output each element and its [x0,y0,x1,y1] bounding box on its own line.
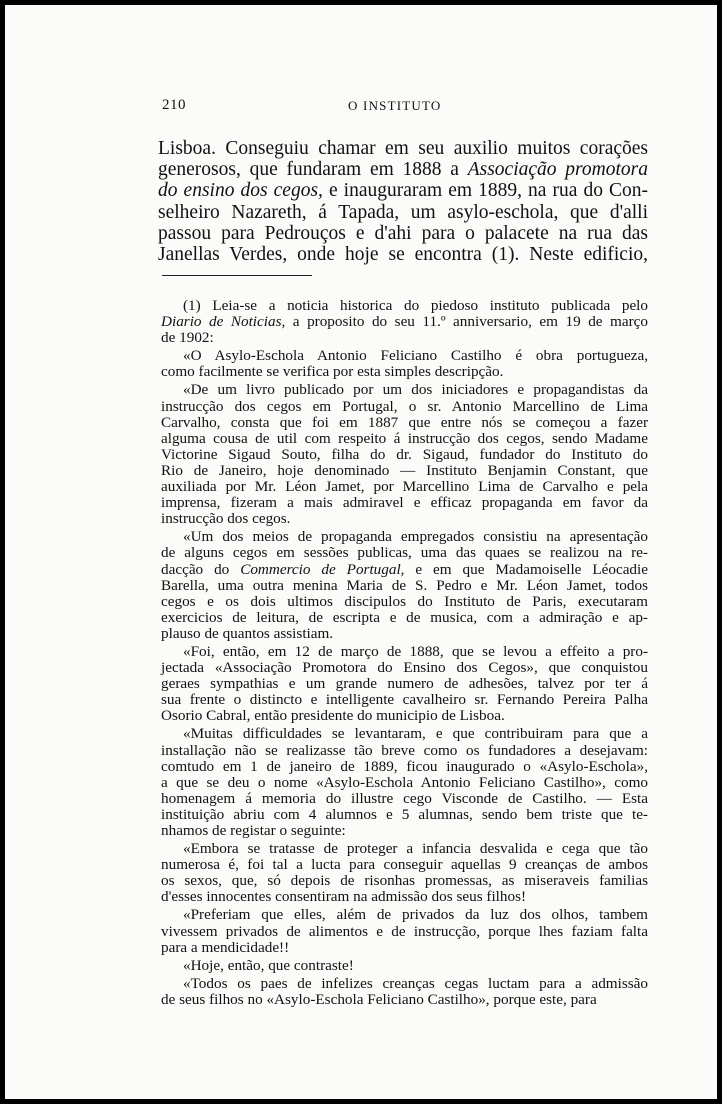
footnote-paragraph [161,907,648,955]
footnote-line: instituição abriu com 4 alumnos e 5 alumnas, sendo bem triste que te- [161,805,648,823]
footnote-paragraph [161,841,648,905]
footnote-line: «Todos os paes de infelizes creanças cegas luctam para a admissão [183,974,648,992]
running-title: O INSTITUTO [348,98,442,113]
document-page [5,5,717,1099]
main-text-line: Lisboa. Conseguiu chamar em seu auxilio muitos corações [158,138,648,159]
footnote-line: jectada «Associação Promotora do Ensino dos Cegos», que conquistou [161,659,648,677]
footnote-line: Diario de Noticias, a proposito do seu 11.º anniversario, em 19 de março [161,313,649,331]
page-header [158,97,648,117]
footnote-line: instrucção dos cegos em Portugal, o sr. Antonio Marcellino de Lima [161,397,648,415]
footnote-line: instrucção dos cegos. [161,510,291,528]
footnote-line: Rio de Janeiro, hoje denominado — Instituto Benjamin Constant, que [161,461,648,479]
footnote-paragraph [161,976,648,1008]
main-text-line: selheiro Nazareth, á Tapada, um asylo-eschola, que d'alli [158,201,648,223]
footnote-paragraph [161,529,648,642]
footnote-line: a que se deu o nome «Asylo-Eschola Antonio Feliciano Castilho», como [161,773,648,791]
footnote-block [161,298,648,1010]
footnote-line: «Muitas difficuldades se levantaram, e que contribuiram para que a [183,725,648,743]
main-text [158,138,648,265]
footnote-line: «Embora se tratasse de proteger a infancia desvalida e cega que tão [183,840,648,858]
main-text-line: Janellas Verdes, onde hoje se encontra (1). Neste edificio, [158,244,648,266]
footnote-line: «Preferiam que elles, além de privados da luz dos olhos, tambem [183,906,648,924]
footnote-line: numerosa é, foi tal a lucta para conseguir aquellas 9 creanças de ambos [161,856,648,874]
footnote-paragraph [161,382,648,527]
footnote-line: os sexos, que, só depois de risonhas promessas, as miseraveis familias [161,872,648,890]
footnote-line: alguma cousa de util com respeito á instrucção dos cegos, sendo Madame [161,429,648,447]
footnote-paragraph [161,644,648,724]
main-text-line: generosos, que fundaram em 1888 a Associação promotora [158,159,648,181]
footnote-line: «Foi, então, em 12 de março de 1888, que se levou a effeito a pro- [183,642,648,660]
main-text-line: do ensino dos cegos, e inauguraram em 1889, na rua do Con- [158,180,648,202]
footnote-line: auxiliada por Mr. Léon Jamet, por Marcellino Lima de Carvalho e pela [161,478,648,496]
footnote-line: dacção do Commercio de Portugal, e em que Madamoiselle Léocadie [161,560,648,578]
footnote-line: de 1902: [161,329,214,347]
footnote-line: installação não se realizasse tão breve como os fundadores a desejavam: [161,741,648,759]
footnote-line: Carvalho, consta que foi em 1887 que entre nós se começou a fazer [161,413,648,431]
footnote-paragraph [161,958,648,974]
footnote-line: nhamos de registar o seguinte: [161,822,346,839]
main-text-line: passou para Pedrouços e d'ahi para o palacete na rua das [158,222,648,244]
footnote-line: (1) Leia-se a noticia historica do piedoso instituto publicada pelo [183,297,648,314]
footnote-line: como facilmente se verifica por esta simples descripção. [161,363,504,381]
footnote-line: vivessem privados de alimentos e de instrucção, porque lhes faziam falta [161,922,648,940]
footnote-line: de seus filhos no «Asylo-Eschola Feliciano Castilho», porque este, para [161,990,597,1008]
footnote-line: para a mendicidade!! [161,938,290,956]
footnote-paragraph [161,726,648,839]
footnote-line: «Hoje, então, que contraste! [183,956,354,974]
footnote-line: d'esses innocentes consentiram na admissão dos seus filhos! [161,888,527,906]
page-number: 210 [162,97,186,113]
footnote-line: exercicios de leitura, de escripta e de musica, com a admiração e ap- [161,608,648,626]
footnote-line: «De um livro publicado por um dos iniciadores e propagandistas da [183,381,648,399]
footnote-line: Victorine Sigaud Souto, filha do dr. Sigaud, fundador do Instituto do [161,445,648,463]
footnote-paragraph [161,348,648,380]
footnote-line: homenagem á memoria do illustre cego Visconde de Castilho. — Esta [161,789,648,807]
footnote-separator [162,275,312,276]
footnote-line: Osorio Cabral, então presidente do municipio de Lisboa. [161,707,505,725]
footnote-line: imprensa, fizeram a mais admiravel e efficaz propaganda em favor da [161,494,648,512]
footnote-line: geraes sympathias e um grande numero de adhesões, talvez por ter á [161,675,648,693]
footnote-line: Barella, uma outra menina Maria de S. Pedro e Mr. Léon Jamet, todos [161,576,648,594]
footnote-line: sua frente o distincto e intelligente cavalheiro sr. Fernando Pereira Palha [161,691,648,709]
footnote-paragraph [161,298,648,346]
footnote-line: comtudo em 1 de janeiro de 1889, ficou inaugurado o «Asylo-Eschola», [161,757,648,775]
footnote-line: «O Asylo-Eschola Antonio Feliciano Castilho é obra portugueza, [183,347,648,365]
footnote-line: «Um dos meios de propaganda empregados consistiu na apresentação [183,528,648,546]
footnote-line: cegos e os dois ultimos discipulos do Instituto de Paris, executaram [161,592,648,610]
footnote-line: de alguns cegos em sessões publicas, uma das quaes se realizou na re- [161,544,648,562]
footnote-line: plauso de quantos assistiam. [161,624,334,642]
